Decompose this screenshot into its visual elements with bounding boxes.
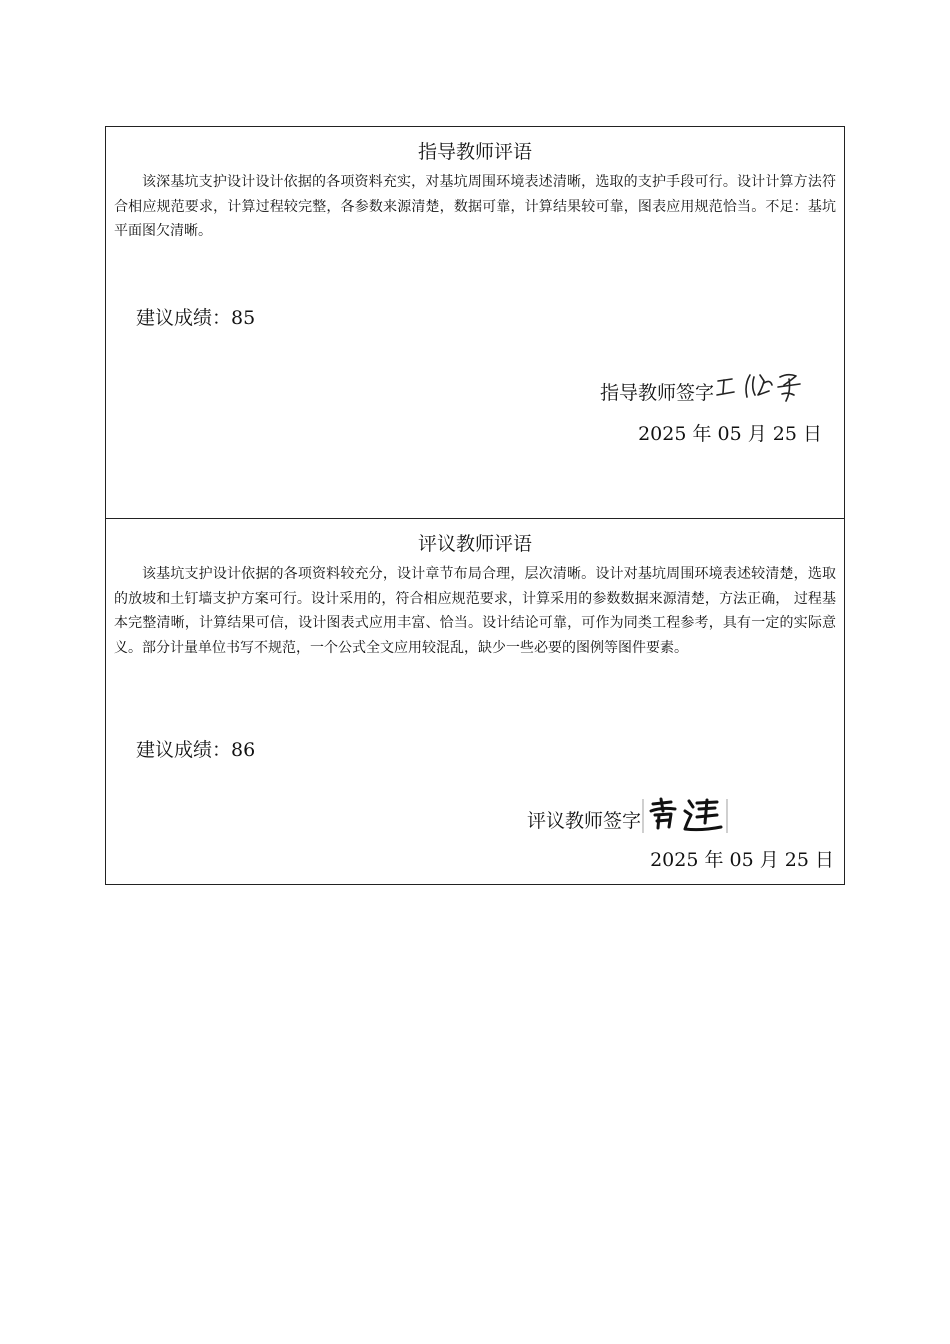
reviewer-grade-label: 建议成绩： <box>136 739 232 761</box>
reviewer-date: 2025 年 05 月 25 日 <box>650 849 834 871</box>
reviewer-section <box>106 519 844 884</box>
advisor-date: 2025 年 05 月 25 日 <box>638 423 822 445</box>
reviewer-signature-image <box>641 795 729 835</box>
advisor-grade-label: 建议成绩： <box>136 307 232 329</box>
advisor-grade <box>136 305 255 331</box>
advisor-sign-label: 指导教师签字 <box>600 382 715 404</box>
advisor-title: 指导教师评语 <box>417 141 532 163</box>
reviewer-title: 评议教师评语 <box>417 533 532 555</box>
reviewer-grade-value: 86 <box>231 739 256 761</box>
reviewer-signature-line <box>527 795 729 835</box>
advisor-signature-image <box>714 367 810 407</box>
advisor-signature-line <box>600 367 810 407</box>
reviewer-sign-label: 评议教师签字 <box>527 810 642 832</box>
advisor-grade-value: 85 <box>231 307 256 329</box>
evaluation-form <box>105 126 845 885</box>
reviewer-grade <box>136 737 255 763</box>
advisor-section <box>106 127 844 519</box>
reviewer-comment: 该基坑支护设计依据的各项资料较充分，设计章节布局合理，层次清晰。设计对基坑周围环境表述较清楚，选取的放坡和土钉墙支护方案可行。设计采用的，符合相应规范要求，计算采用的参数数据来源清楚，方法正确， 过程基本完整清晰，计算结果可信，设计图表式应用丰富、恰当。设计结论可靠，可作为同类工程参考，具有一定的实际意义。部分计量单位书写不规范，一个公式全文应用较混乱，缺少一些必要的图例等图件要素。 <box>114 566 836 656</box>
advisor-comment: 该深基坑支护设计设计依据的各项资料充实，对基坑周围环境表述清晰，选取的支护手段可行。设计计算方法符合相应规范要求，计算过程较完整，各参数来源清楚，数据可靠，计算结果较可靠，图表应用规范恰当。不足：基坑平面图欠清晰。 <box>114 174 836 239</box>
